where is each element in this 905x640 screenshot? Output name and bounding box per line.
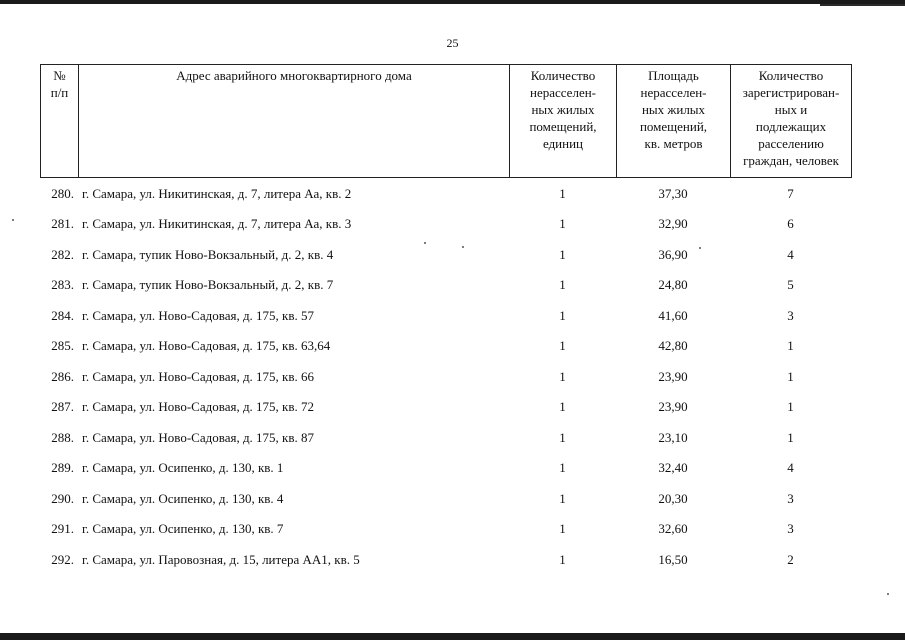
row-number: 292. — [51, 551, 74, 567]
row-number: 282. — [51, 246, 74, 262]
header-num: № п/п — [41, 65, 79, 178]
row-count: 1 — [559, 490, 566, 506]
row-people: 4 — [787, 246, 794, 262]
row-number: 286. — [51, 368, 74, 384]
scan-speck — [462, 246, 464, 248]
row-number: 280. — [51, 185, 74, 201]
row-count: 1 — [559, 460, 566, 476]
table-body — [40, 178, 851, 575]
row-number: 288. — [51, 429, 74, 445]
row-address: г. Самара, ул. Осипенко, д. 130, кв. 7 — [82, 521, 284, 537]
row-number: 291. — [51, 521, 74, 537]
row-people: 7 — [787, 185, 794, 201]
row-people: 1 — [787, 399, 794, 415]
row-area: 24,80 — [658, 277, 688, 293]
row-count: 1 — [559, 521, 566, 537]
table-row — [40, 514, 851, 545]
row-area: 16,50 — [658, 551, 688, 567]
row-count: 1 — [559, 246, 566, 262]
row-people: 3 — [787, 490, 794, 506]
row-number: 284. — [51, 307, 74, 323]
row-address: г. Самара, ул. Никитинская, д. 7, литера Аа, кв. 3 — [82, 216, 352, 232]
table-row — [40, 453, 851, 484]
row-number: 285. — [51, 338, 74, 354]
table-row — [40, 483, 851, 514]
row-area: 32,90 — [658, 216, 688, 232]
row-address: г. Самара, ул. Ново-Садовая, д. 175, кв. 63,64 — [82, 338, 331, 354]
table-row — [40, 361, 851, 392]
row-people: 5 — [787, 277, 794, 293]
row-people: 3 — [787, 521, 794, 537]
page-number: 25 — [446, 36, 459, 50]
row-people: 6 — [787, 216, 794, 232]
row-count: 1 — [559, 307, 566, 323]
table-row — [40, 544, 851, 575]
row-address: г. Самара, тупик Ново-Вокзальный, д. 2, кв. 7 — [82, 277, 334, 293]
row-people: 1 — [787, 368, 794, 384]
row-number: 289. — [51, 460, 74, 476]
row-count: 1 — [559, 185, 566, 201]
row-address: г. Самара, ул. Осипенко, д. 130, кв. 4 — [82, 490, 284, 506]
row-address: г. Самара, ул. Паровозная, д. 15, литера АА1, кв. 5 — [82, 551, 360, 567]
row-area: 42,80 — [658, 338, 688, 354]
row-people: 3 — [787, 307, 794, 323]
header-people: Количество зарегистрирован- ных и подлежащих расселению граждан, человек — [731, 65, 852, 178]
row-address: г. Самара, тупик Ново-Вокзальный, д. 2, кв. 4 — [82, 246, 334, 262]
row-count: 1 — [559, 551, 566, 567]
table-row — [40, 331, 851, 362]
row-address: г. Самара, ул. Никитинская, д. 7, литера Аа, кв. 2 — [82, 185, 352, 201]
row-people: 4 — [787, 460, 794, 476]
scan-edge-top-right — [820, 4, 905, 6]
row-count: 1 — [559, 216, 566, 232]
row-area: 41,60 — [658, 307, 688, 323]
row-people: 1 — [787, 338, 794, 354]
row-number: 281. — [51, 216, 74, 232]
row-area: 37,30 — [658, 185, 688, 201]
table-row — [40, 209, 851, 240]
table-row — [40, 178, 851, 209]
row-area: 32,40 — [658, 460, 688, 476]
row-number: 290. — [51, 490, 74, 506]
row-address: г. Самара, ул. Ново-Садовая, д. 175, кв. 87 — [82, 429, 315, 445]
row-count: 1 — [559, 338, 566, 354]
scan-edge-bottom — [0, 633, 905, 640]
table-row — [40, 239, 851, 270]
table-row — [40, 270, 851, 301]
row-number: 287. — [51, 399, 74, 415]
row-count: 1 — [559, 368, 566, 384]
row-number: 283. — [51, 277, 74, 293]
scan-edge-top — [0, 0, 905, 4]
header-count: Количество нерасселен- ных жилых помещений, единиц — [510, 65, 617, 178]
row-area: 23,90 — [658, 399, 688, 415]
row-area: 36,90 — [658, 246, 688, 262]
row-count: 1 — [559, 277, 566, 293]
table-header — [40, 64, 852, 178]
row-address: г. Самара, ул. Осипенко, д. 130, кв. 1 — [82, 460, 284, 476]
row-address: г. Самара, ул. Ново-Садовая, д. 175, кв. 66 — [82, 368, 315, 384]
scan-speck — [424, 242, 426, 244]
row-address: г. Самара, ул. Ново-Садовая, д. 175, кв. 57 — [82, 307, 315, 323]
row-area: 32,60 — [658, 521, 688, 537]
scan-speck — [887, 593, 889, 595]
row-area: 20,30 — [658, 490, 688, 506]
row-people: 2 — [787, 551, 794, 567]
scan-speck — [12, 219, 14, 221]
scan-speck — [699, 247, 701, 249]
row-area: 23,10 — [658, 429, 688, 445]
table-row — [40, 300, 851, 331]
header-address: Адрес аварийного многоквартирного дома — [79, 65, 510, 178]
table-row — [40, 392, 851, 423]
row-people: 1 — [787, 429, 794, 445]
row-address: г. Самара, ул. Ново-Садовая, д. 175, кв. 72 — [82, 399, 315, 415]
header-area: Площадь нерасселен- ных жилых помещений, кв. метров — [617, 65, 731, 178]
table-row — [40, 422, 851, 453]
row-area: 23,90 — [658, 368, 688, 384]
row-count: 1 — [559, 399, 566, 415]
row-count: 1 — [559, 429, 566, 445]
